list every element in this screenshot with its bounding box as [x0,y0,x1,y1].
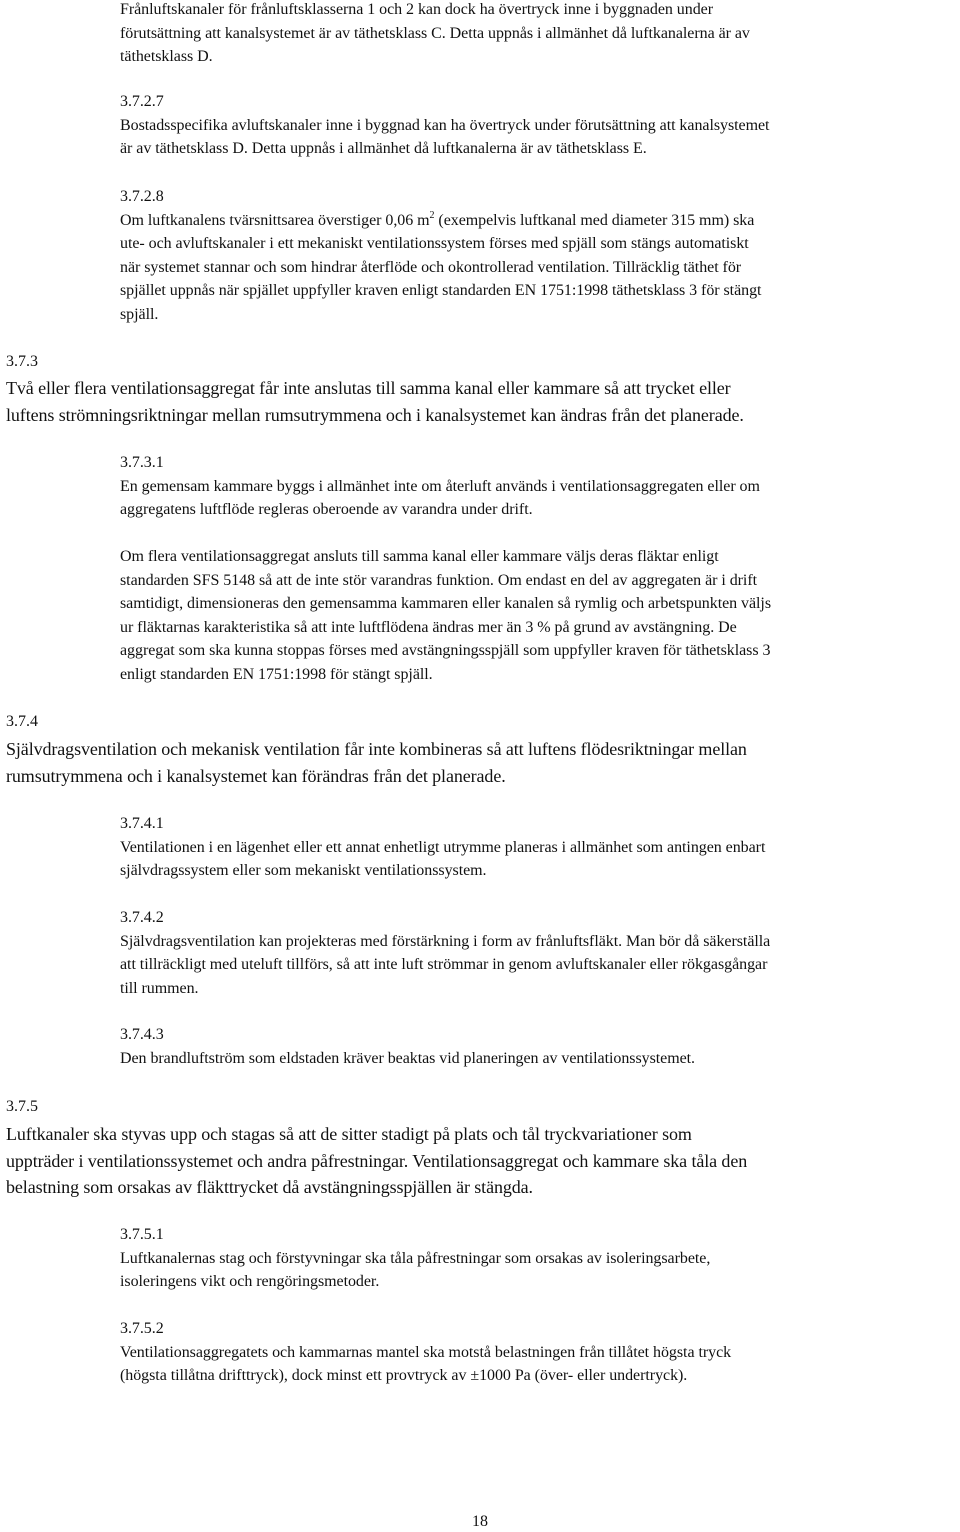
section-3-7-2-7 [120,90,958,161]
intro-paragraph [120,0,958,69]
section-number: 3.7.4 [6,713,38,730]
section-3-7-5 [6,1121,958,1201]
text-line: spjället uppnås när spjället uppfyller kraven enligt standarden EN 1751:1998 täthetsklass 3 för stängt [120,282,762,299]
text-line: luftens strömningsriktningar mellan rumsutrymmena och i kanalsystemet kan ändras från det planerade. [6,404,744,425]
text-line: Ventilationsaggregatets och kammarnas mantel ska motstå belastningen från tillåtet högsta tryck [120,1343,732,1361]
section-number: 3.7.4.1 [120,815,164,832]
section-number: 3.7.5.1 [120,1226,164,1243]
text-line: En gemensam kammare byggs i allmänhet inte om återluft används i ventilationsaggregaten eller om [120,477,760,495]
section-number: 3.7.5 [6,1098,38,1115]
text-line: att tillräckligt med uteluft tillförs, så att inte luft strömmar in genom avluftskanaler eller rökgasgångar [120,956,768,973]
page-number: 18 [472,1513,488,1530]
text-line: ur fläktarnas karakteristika så att inte luftflödena ändras mer än 3 % på grund av avstängning. De [120,618,737,636]
text-line: Frånluftskanaler för frånluftsklasserna 1 och 2 kan dock ha övertryck inne i byggnaden under [120,1,713,18]
section-number: 3.7.2.8 [120,188,164,205]
text-line: Om flera ventilationsaggregat ansluts till samma kanal eller kammare väljs deras fläktar enligt [120,548,719,565]
section-3-7-4-3 [120,1023,958,1070]
text-line [120,209,958,233]
section-3-7-5-1 [120,1223,958,1294]
text-line: standarden SFS 5148 så att de inte stör varandras funktion. Om endast en del av aggregaten är i drift [120,571,757,589]
text-line: självdragssystem eller som mekaniskt ventilationssystem. [120,862,487,879]
text-line: (högsta tillåtna drifttryck), dock minst ett provtryck av ±1000 Pa (över- eller undertryck). [120,1367,688,1384]
text-line: Luftkanaler ska styvas upp och stagas så att de sitter stadigt på plats och tål tryckvariationer som [6,1124,692,1144]
text-line: är av täthetsklass D. Detta uppnås i allmänhet då luftkanalerna är av täthetsklass E. [120,140,647,157]
text-line: aggregatens luftflöde regleras oberoende av varandra under drift. [120,501,533,518]
text-line: Luftkanalernas stag och förstyvningar ska tåla påfrestningar som orsakas av isoleringsarbete, [120,1249,711,1267]
section-number: 3.7.4.3 [120,1026,164,1043]
text-line: Den brandluftström som eldstaden kräver beaktas vid planeringen av ventilationssystemet. [120,1049,695,1067]
section-3-7-4-1 [120,812,958,883]
text-line: isoleringens vikt och rengöringsmetoder. [120,1273,380,1290]
text-line: när systemet stannar och som hindrar återflöde och okontrollerad ventilation. Tillräcklig täthet för [120,258,742,276]
superscript: 2 [429,209,435,221]
section-3-7-4 [6,736,958,789]
text-line: ute- och avluftskanaler i ett mekaniskt ventilationssystem förses med spjäll som stängs automatiskt [120,235,749,252]
text-fragment: (exempelvis luftkanal med diameter 315 mm) ska [434,211,755,229]
text-line: rumsutrymmena och i kanalsystemet kan förändras från det planerade. [6,765,506,786]
text-line: samtidigt, dimensioneras den gemensamma kammaren eller kanalen så rymlig och arbetspunkten väljs [120,595,772,612]
section-number: 3.7.4.2 [120,909,164,926]
text-line: Bostadsspecifika avluftskanaler inne i byggnad kan ha övertryck under förutsättning att kanalsystemet [120,116,770,134]
section-3-7-2-8 [120,185,958,326]
section-3-7-4-2 [120,906,958,1000]
section-number: 3.7.3 [6,353,38,370]
text-fragment: Om luftkanalens tvärsnittsarea överstiger 0,06 m [120,211,430,229]
text-line: Två eller flera ventilationsaggregat får inte anslutas till samma kanal eller kammare så att trycket eller [6,378,731,398]
text-line: Självdragsventilation och mekanisk ventilation får inte kombineras så att luftens flödesriktningar mellan [6,739,747,759]
text-line: till rummen. [120,979,199,997]
section-3-7-5-2 [120,1317,958,1388]
text-line: Ventilationen i en lägenhet eller ett annat enhetligt utrymme planeras i allmänhet som antingen enbart [120,838,766,856]
section-3-7-3 [6,375,958,428]
section-number: 3.7.2.7 [120,93,164,110]
section-number: 3.7.5.2 [120,1320,164,1337]
text-line: täthetsklass D. [120,48,213,65]
section-3-7-3-1 [120,451,958,522]
section-number: 3.7.3.1 [120,454,164,471]
text-line: belastning som orsakas av fläkttrycket då avstängningsspjällen är stängda. [6,1177,533,1197]
text-line: aggregat som ska kunna stoppas förses med avstängningsspjäll som uppfyller kraven för täthetsklass 3 [120,642,771,659]
text-line: Självdragsventilation kan projekteras med förstärkning i form av frånluftsfläkt. Man bör då säkerställa [120,932,771,950]
text-line: enligt standarden EN 1751:1998 för stängt spjäll. [120,665,433,683]
text-line: förutsättning att kanalsystemet är av täthetsklass C. Detta uppnås i allmänhet då luftkanalerna är av [120,24,750,42]
text-line: uppträder i ventilationssystemet och andra påfrestningar. Ventilationsaggregat och kammare ska tåla den [6,1150,748,1171]
text-line: spjäll. [120,305,159,323]
section-3-7-3-1-paragraph-2 [120,545,958,686]
